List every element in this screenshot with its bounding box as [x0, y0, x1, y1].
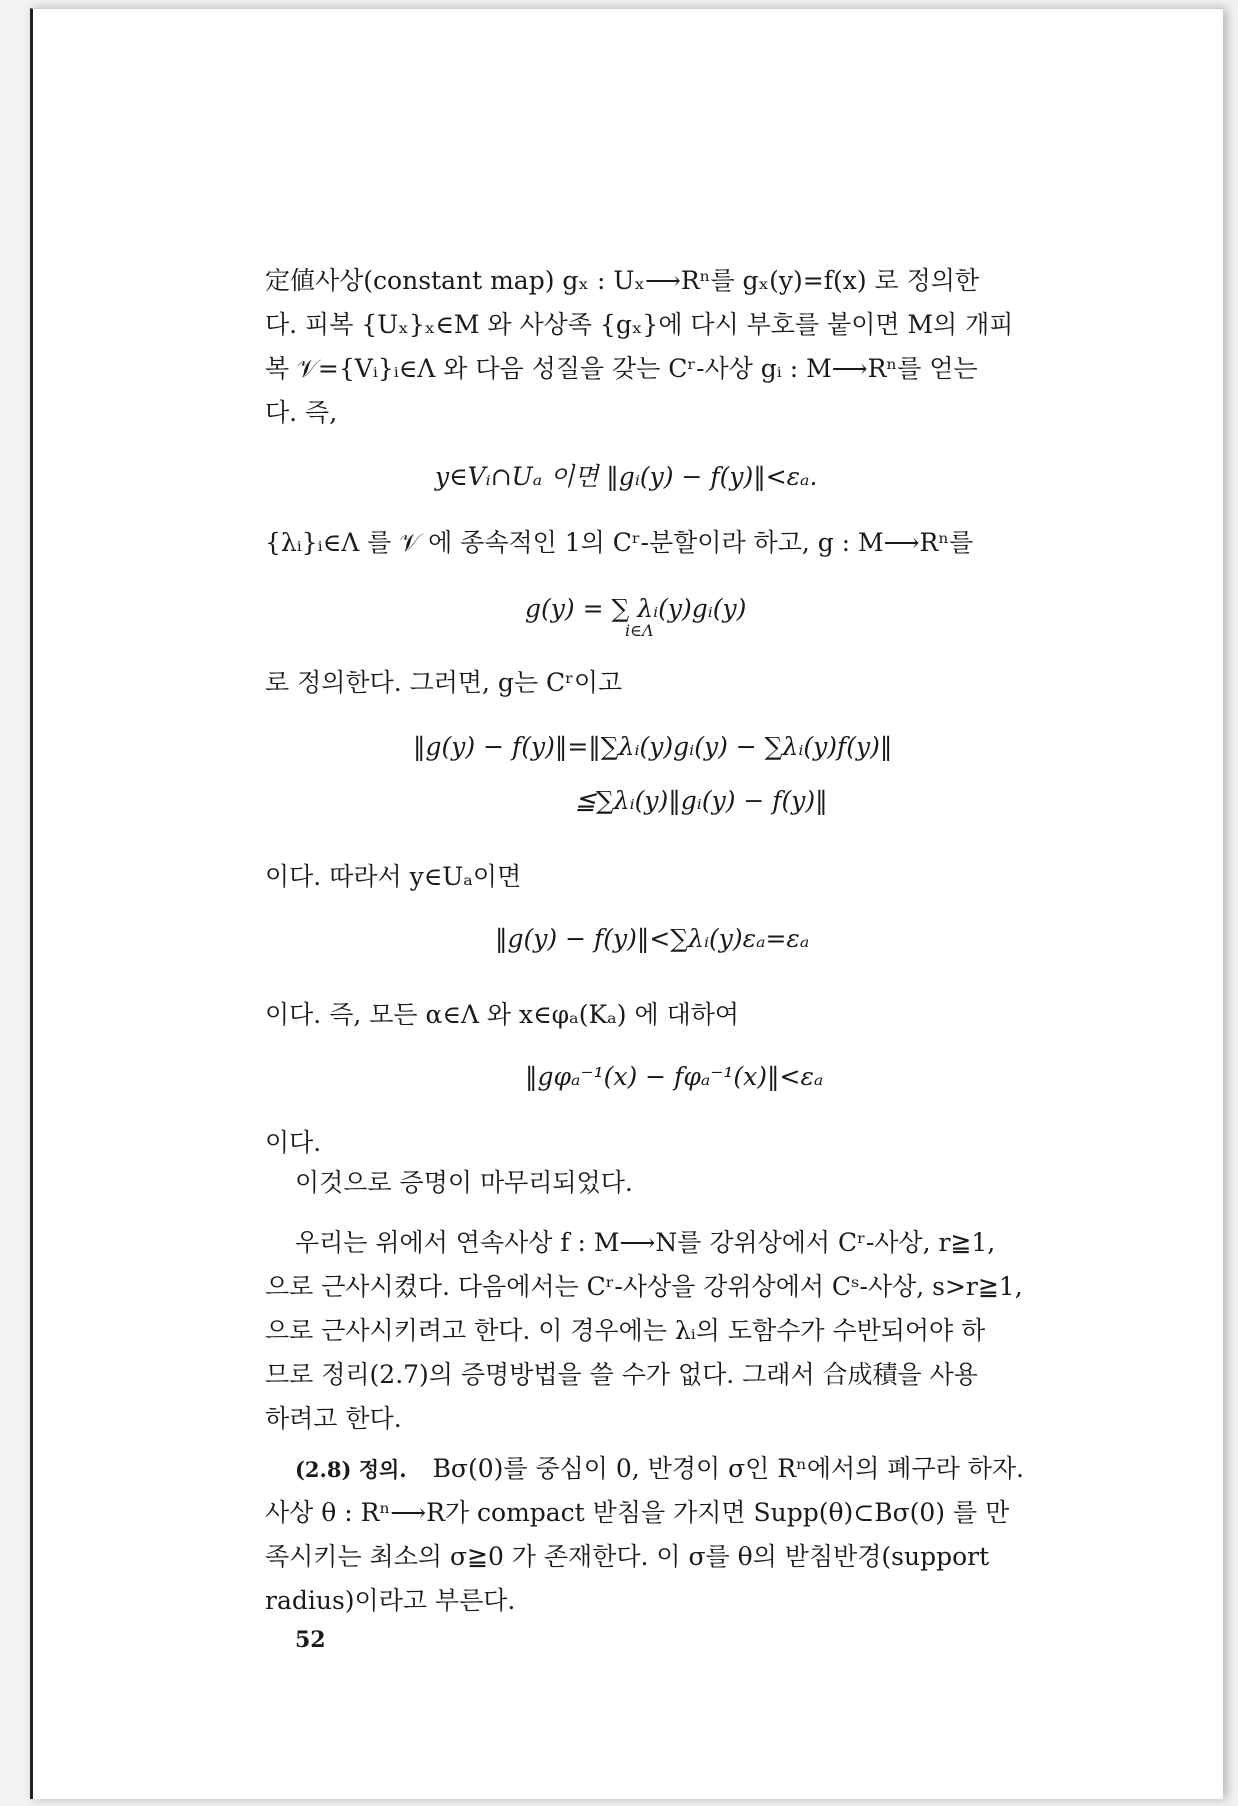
paragraph-2-line-4: [265, 1359, 1097, 1391]
text-line: 사상 θ : Rⁿ⟶R가 compact 받침을 가지면 Supp(θ)⊂Bσ(0) 를 만: [265, 1498, 1010, 1527]
page-number: 52: [295, 1627, 326, 1653]
definition-label: (2.8) 정의.: [295, 1457, 407, 1482]
formula-1: y∈Vᵢ∩Uₐ 이면 ‖gᵢ(y) − f(y)‖<εₐ.: [435, 462, 818, 491]
formula-3a: ‖g(y) − f(y)‖=‖∑λᵢ(y)gᵢ(y) − ∑λᵢ(y)f(y)‖: [413, 732, 893, 761]
definition-line-1: [295, 1453, 1024, 1486]
text-line-for-all: 이다. 즉, 모든 α∈Λ 와 x∈φₐ(Kₐ) 에 대하여: [265, 1000, 740, 1029]
paragraph-2-line-5: 하려고 한다.: [265, 1404, 402, 1433]
text-line: 으로 근사시키려고 한다. 이 경우에는 λᵢ의 도함수가 수반되어야 하: [265, 1316, 986, 1345]
paragraph-1-line-1: [265, 265, 1097, 297]
paragraph-2-line-2: [265, 1271, 1097, 1303]
formula-2-subscript: i∈Λ: [625, 621, 654, 640]
text-line: 족시키는 최소의 σ≧0 가 존재한다. 이 σ를 θ의 받침반경(support: [265, 1542, 990, 1571]
text-line-lambda: {λᵢ}ᵢ∈Λ 를 𝒱 에 종속적인 1의 Cʳ-분할이라 하고, g : M⟶Rⁿ를: [265, 528, 974, 557]
text-line: 다. 피복 {Uₓ}ₓ∈M 와 사상족 {gₓ}에 다시 부호를 붙이면 M의 개피: [265, 310, 1014, 339]
text-line: 으로 근사시켰다. 다음에서는 Cʳ-사상을 강위상에서 Cˢ-사상, s>r≧1,: [265, 1272, 1023, 1301]
paragraph-1-line-2: [265, 309, 1097, 341]
definition-text: Bσ(0)를 중심이 0, 반경이 σ인 Rⁿ에서의 폐구라 하자.: [432, 1454, 1024, 1483]
text-line-therefore: 이다. 따라서 y∈Uₐ이면: [265, 862, 522, 891]
definition-line-3: [265, 1541, 1097, 1573]
paragraph-2-line-1: [265, 1227, 1097, 1259]
text-line: 복 𝒱={Vᵢ}ᵢ∈Λ 와 다음 성질을 갖는 Cʳ-사상 gᵢ : M⟶Rⁿ를 얻는: [265, 354, 978, 383]
paragraph-1-line-4: 다. 즉,: [265, 398, 338, 427]
text-line: 定値사상(constant map) gₓ : Uₓ⟶Rⁿ를 gₓ(y)=f(x) 로 정의한: [265, 266, 980, 295]
paragraph-1-line-3: [265, 353, 1097, 385]
text-line-definition: 로 정의한다. 그러면, g는 Cʳ이고: [265, 668, 623, 697]
definition-line-4: radius)이라고 부른다.: [265, 1586, 516, 1615]
formula-4: ‖g(y) − f(y)‖<∑λᵢ(y)εₐ=εₐ: [495, 924, 810, 953]
text-line: 므로 정리(2.7)의 증명방법을 쓸 수가 없다. 그래서 合成積을 사용: [265, 1360, 978, 1389]
text-line-ida: 이다.: [265, 1128, 322, 1157]
text-line-proof-end: 이것으로 증명이 마무리되었다.: [295, 1168, 633, 1197]
text-line: 우리는 위에서 연속사상 f : M⟶N를 강위상에서 Cʳ-사상, r≧1,: [295, 1228, 996, 1257]
book-page: [30, 8, 1223, 1799]
definition-line-2: [265, 1497, 1097, 1529]
formula-5: ‖gφₐ⁻¹(x) − fφₐ⁻¹(x)‖<εₐ: [525, 1062, 824, 1091]
formula-3b: ≦∑λᵢ(y)‖gᵢ(y) − f(y)‖: [575, 786, 828, 815]
paragraph-2-line-3: [265, 1315, 1097, 1347]
formula-2: g(y) = ∑ λᵢ(y)gᵢ(y): [525, 594, 747, 623]
